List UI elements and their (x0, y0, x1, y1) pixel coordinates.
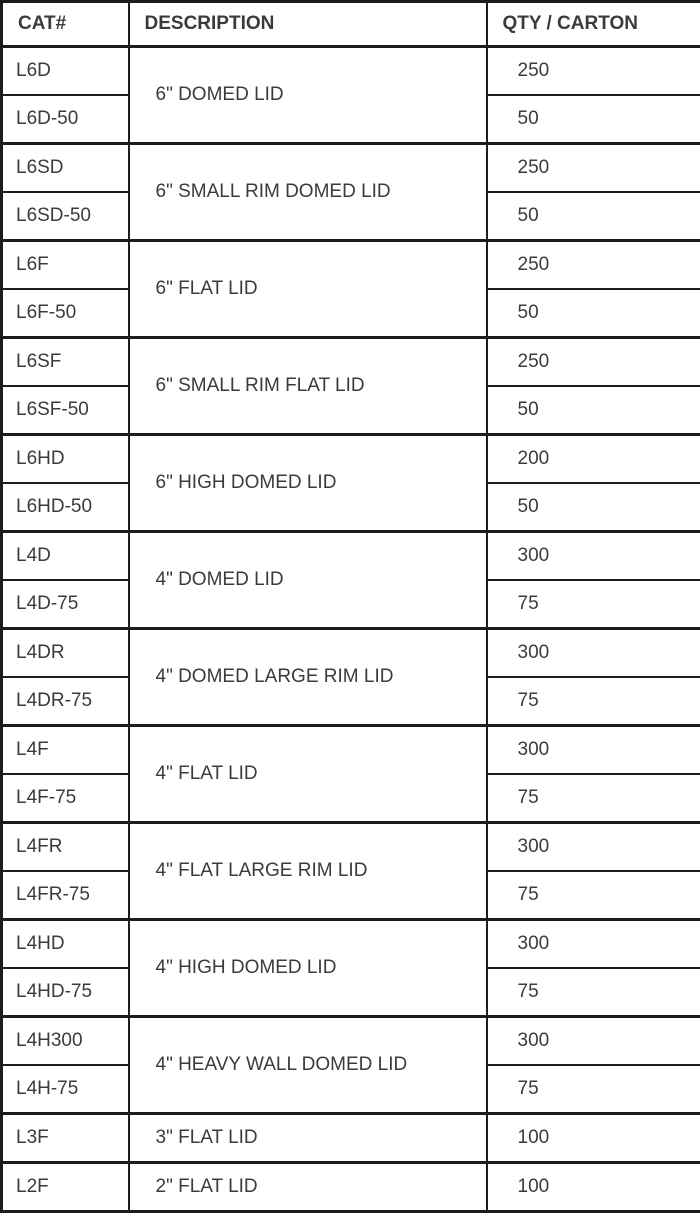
table-row (2, 532, 700, 581)
qty-cell: 100 (487, 1114, 700, 1163)
qty-cell: 250 (487, 338, 700, 387)
qty-cell: 50 (487, 483, 700, 532)
cat-cell: L6SF-50 (2, 386, 129, 435)
table-row (2, 1163, 700, 1212)
product-group (2, 1017, 700, 1114)
product-group (2, 532, 700, 629)
table-row (2, 1017, 700, 1066)
cat-cell: L4DR-75 (2, 677, 129, 726)
product-group (2, 1163, 700, 1212)
description-cell: 4" DOMED LARGE RIM LID (129, 629, 487, 726)
cat-cell: L4HD (2, 920, 129, 969)
qty-cell: 300 (487, 726, 700, 775)
description-cell: 3" FLAT LID (129, 1114, 487, 1163)
qty-cell: 300 (487, 629, 700, 678)
qty-cell: 300 (487, 920, 700, 969)
table-row (2, 629, 700, 678)
qty-cell: 75 (487, 871, 700, 920)
cat-cell: L4F-75 (2, 774, 129, 823)
header-description: DESCRIPTION (129, 2, 487, 47)
qty-cell: 50 (487, 95, 700, 144)
qty-cell: 100 (487, 1163, 700, 1212)
cat-cell: L6HD-50 (2, 483, 129, 532)
qty-cell: 50 (487, 289, 700, 338)
cat-cell: L4HD-75 (2, 968, 129, 1017)
cat-cell: L4DR (2, 629, 129, 678)
cat-cell: L6SD (2, 144, 129, 193)
qty-cell: 200 (487, 435, 700, 484)
qty-cell: 300 (487, 823, 700, 872)
description-cell: 4" HEAVY WALL DOMED LID (129, 1017, 487, 1114)
qty-cell: 75 (487, 677, 700, 726)
table-row (2, 920, 700, 969)
description-cell: 4" DOMED LID (129, 532, 487, 629)
qty-cell: 250 (487, 47, 700, 96)
qty-cell: 300 (487, 1017, 700, 1066)
cat-cell: L4FR-75 (2, 871, 129, 920)
qty-cell: 75 (487, 774, 700, 823)
header-cat: CAT# (2, 2, 129, 47)
product-group (2, 435, 700, 532)
qty-cell: 75 (487, 580, 700, 629)
cat-cell: L3F (2, 1114, 129, 1163)
description-cell: 6" HIGH DOMED LID (129, 435, 487, 532)
cat-cell: L6SF (2, 338, 129, 387)
description-cell: 6" DOMED LID (129, 47, 487, 144)
product-group (2, 629, 700, 726)
cat-cell: L6F (2, 241, 129, 290)
cat-cell: L4F (2, 726, 129, 775)
qty-cell: 50 (487, 386, 700, 435)
product-group (2, 823, 700, 920)
table-row (2, 144, 700, 193)
qty-cell: 250 (487, 144, 700, 193)
cat-cell: L6HD (2, 435, 129, 484)
product-group (2, 338, 700, 435)
table-header (2, 2, 700, 47)
cat-cell: L6F-50 (2, 289, 129, 338)
qty-cell: 250 (487, 241, 700, 290)
qty-cell: 75 (487, 1065, 700, 1114)
cat-cell: L4H-75 (2, 1065, 129, 1114)
product-group (2, 144, 700, 241)
qty-cell: 300 (487, 532, 700, 581)
product-group (2, 726, 700, 823)
description-cell: 6" SMALL RIM DOMED LID (129, 144, 487, 241)
qty-cell: 75 (487, 968, 700, 1017)
header-qty-carton: QTY / CARTON (487, 2, 700, 47)
product-group (2, 920, 700, 1017)
cat-cell: L4FR (2, 823, 129, 872)
description-cell: 6" FLAT LID (129, 241, 487, 338)
product-group (2, 1114, 700, 1163)
cat-cell: L4D (2, 532, 129, 581)
cat-cell: L4D-75 (2, 580, 129, 629)
table-row (2, 726, 700, 775)
product-group (2, 47, 700, 144)
table-row (2, 1114, 700, 1163)
table-row (2, 241, 700, 290)
description-cell: 6" SMALL RIM FLAT LID (129, 338, 487, 435)
table-row (2, 823, 700, 872)
cat-cell: L6SD-50 (2, 192, 129, 241)
description-cell: 4" HIGH DOMED LID (129, 920, 487, 1017)
cat-cell: L4H300 (2, 1017, 129, 1066)
table-row (2, 338, 700, 387)
description-cell: 2" FLAT LID (129, 1163, 487, 1212)
table-row (2, 435, 700, 484)
cat-cell: L6D-50 (2, 95, 129, 144)
description-cell: 4" FLAT LARGE RIM LID (129, 823, 487, 920)
table-row (2, 47, 700, 96)
product-group (2, 241, 700, 338)
cat-cell: L6D (2, 47, 129, 96)
qty-cell: 50 (487, 192, 700, 241)
description-cell: 4" FLAT LID (129, 726, 487, 823)
cat-cell: L2F (2, 1163, 129, 1212)
header-row (2, 2, 700, 47)
